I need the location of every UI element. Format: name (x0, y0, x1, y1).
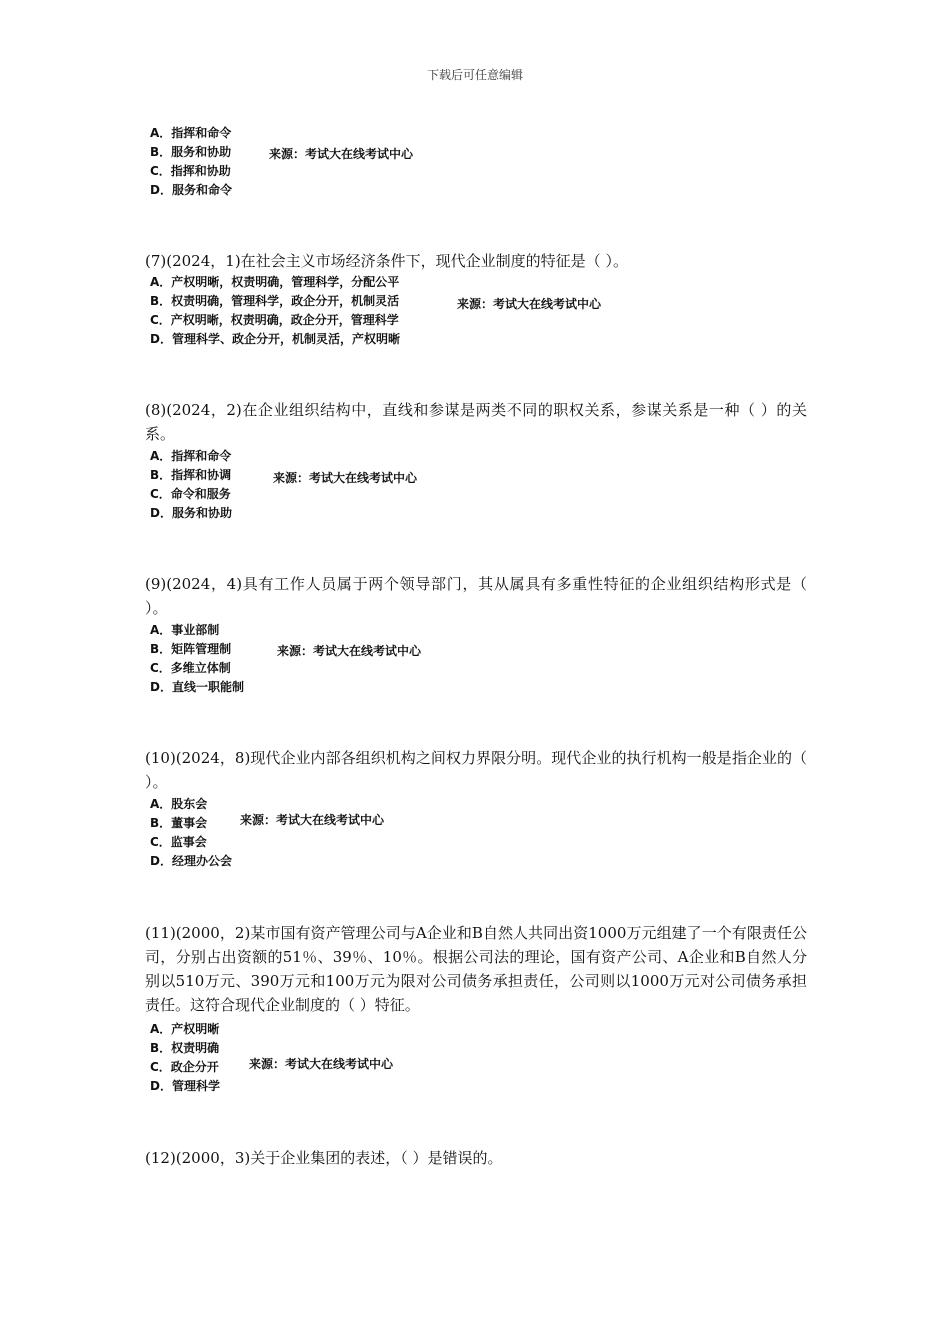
option-d[interactable]: D．服务和协助 (150, 506, 232, 520)
source-note: 来源：考试大在线考试中心 (457, 297, 602, 311)
option-c[interactable]: C．产权明晰，权责明确，政企分开，管理科学 (150, 313, 399, 327)
option-d[interactable]: D．管理科学、政企分开，机制灵活，产权明晰 (150, 332, 400, 346)
option-c[interactable]: C．指挥和协助 (150, 164, 231, 178)
option-list (150, 1020, 220, 1096)
option-b[interactable]: B．指挥和协调 (150, 468, 232, 482)
option-a[interactable]: A．股东会 (150, 797, 208, 811)
option-a[interactable]: A．产权明晰 (150, 1022, 220, 1036)
source-note: 来源：考试大在线考试中心 (273, 471, 418, 485)
option-b[interactable]: B．董事会 (150, 816, 208, 830)
question-text: (9)(2024，4)具有工作人员属于两个领导部门，其从属具有多重性特征的企业组织结构形式是（ ）。 (145, 575, 807, 617)
option-d[interactable]: D．经理办公会 (150, 854, 232, 868)
option-list (150, 273, 400, 349)
option-a[interactable]: A．指挥和命令 (150, 126, 232, 140)
option-c[interactable]: C．命令和服务 (150, 487, 231, 501)
option-d[interactable]: D．直线一职能制 (150, 680, 244, 694)
option-c[interactable]: C．监事会 (150, 835, 207, 849)
option-list (150, 621, 244, 697)
source-note: 来源：考试大在线考试中心 (269, 147, 414, 161)
question-text: (12)(2000，3)关于企业集团的表述，（ ）是错误的。 (145, 1149, 503, 1167)
page-header: 下载后可任意编辑 (426, 68, 523, 82)
option-c[interactable]: C．多维立体制 (150, 661, 231, 675)
question-text: (11)(2000，2)某市国有资产管理公司与A企业和B自然人共同出资1000万元组建了一个有限责任公司，分别占出资额的51％、39％、10％。根据公司法的理论，国有资产公司、A企业和B自然人分别以510万元、390万元和100万元为限对公司债务承担责任，公司则以1000万元对公司债务承担责任。这符合现代企业制度的（ ）特征。 (145, 924, 807, 1014)
option-b[interactable]: B．矩阵管理制 (150, 642, 232, 656)
question-text: (7)(2024，1)在社会主义市场经济条件下，现代企业制度的特征是（ ）。 (145, 252, 628, 270)
source-note: 来源：考试大在线考试中心 (277, 644, 422, 658)
option-d[interactable]: D．服务和命令 (150, 183, 232, 197)
option-d[interactable]: D．管理科学 (150, 1079, 220, 1093)
question-text: (10)(2024，8)现代企业内部各组织机构之间权力界限分明。现代企业的执行机构一般是指企业的（ ）。 (145, 749, 807, 791)
option-a[interactable]: A．事业部制 (150, 623, 220, 637)
option-list (150, 795, 232, 871)
option-b[interactable]: B．权责明确，管理科学，政企分开，机制灵活 (150, 294, 400, 308)
option-a[interactable]: A．指挥和命令 (150, 449, 232, 463)
source-note: 来源：考试大在线考试中心 (249, 1057, 394, 1071)
option-b[interactable]: B．权责明确 (150, 1041, 220, 1055)
question-text: (8)(2024，2)在企业组织结构中，直线和参谋是两类不同的职权关系，参谋关系是一种（ ）的关系。 (145, 401, 807, 443)
option-b[interactable]: B．服务和协助 (150, 145, 232, 159)
option-list (150, 447, 232, 523)
source-note: 来源：考试大在线考试中心 (240, 813, 385, 827)
option-list (150, 124, 232, 200)
option-a[interactable]: A．产权明晰，权责明确，管理科学，分配公平 (150, 275, 400, 289)
option-c[interactable]: C．政企分开 (150, 1060, 219, 1074)
